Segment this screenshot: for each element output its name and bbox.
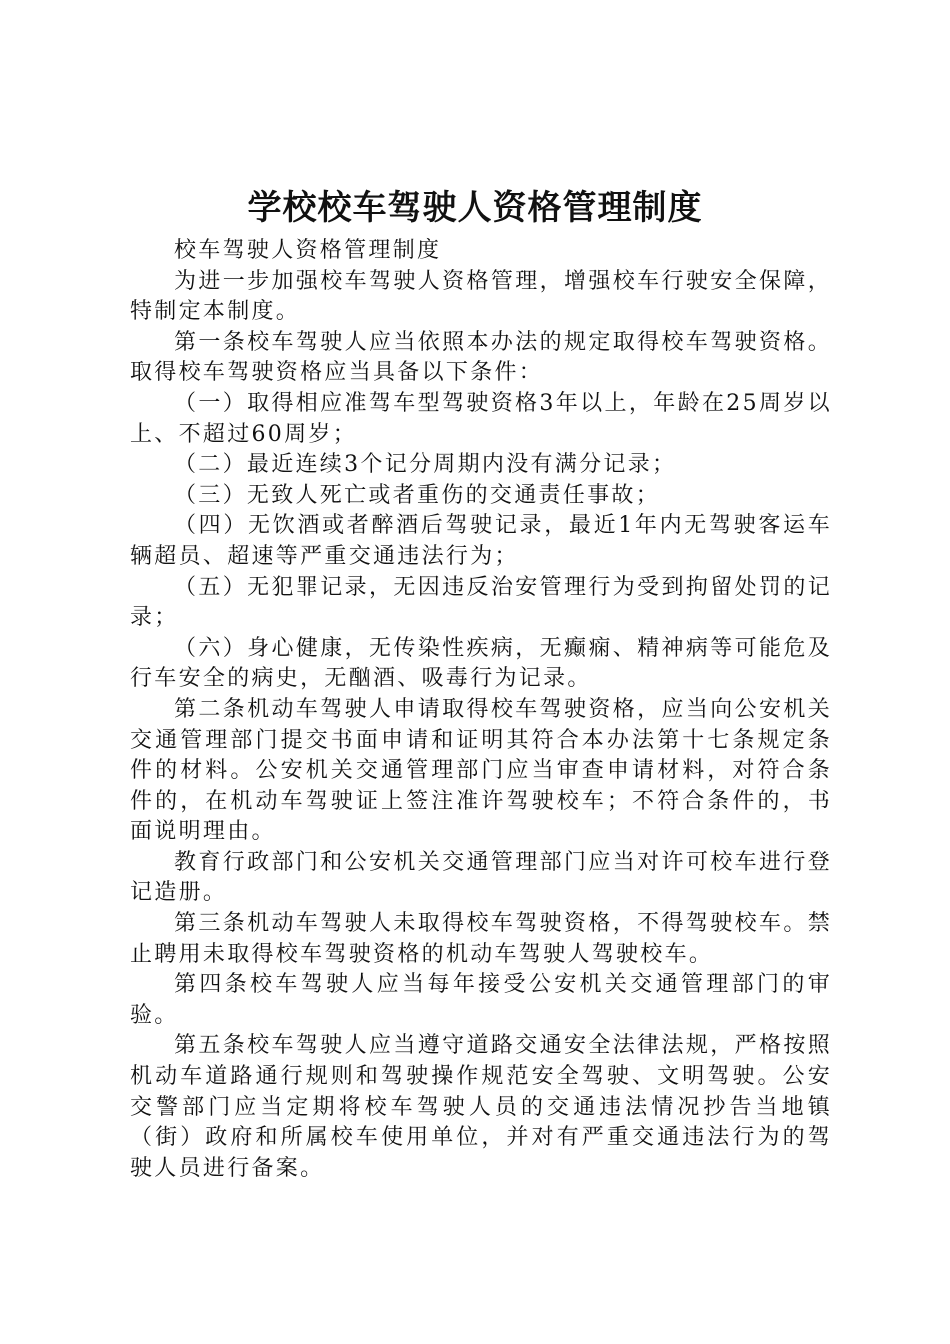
- paragraph-condition-4: （四）无饮酒或者醉酒后驾驶记录，最近1年内无驾驶客运车辆超员、超速等严重交通违法行为；: [130, 513, 832, 569]
- paragraph-condition-1: （一）取得相应准驾车型驾驶资格3年以上，年龄在25周岁以上、不超过60周岁；: [130, 390, 832, 447]
- paragraph-article-5: 第五条校车驾驶人应当遵守道路交通安全法律法规，严格按照机动车道路通行规则和驾驶操作规范安全驾驶、文明驾驶。公安交警部门应当定期将校车驾驶人员的交通违法情况抄告当地镇（街）政府和所属校车使用单位，并对有严重交通违法行为的驾驶人员进行备案。: [130, 1033, 832, 1181]
- paragraph-condition-2: （二）最近连续3个记分周期内没有满分记录；: [174, 452, 677, 478]
- document-title: 学校校车驾驶人资格管理制度: [247, 188, 703, 228]
- paragraph-article-4: 第四条校车驾驶人应当每年接受公安机关交通管理部门的审验。: [130, 972, 832, 1028]
- paragraph-article-1: 第一条校车驾驶人应当依照本办法的规定取得校车驾驶资格。取得校车驾驶资格应当具备以下条件：: [130, 329, 832, 386]
- document-body: [130, 236, 832, 1184]
- paragraph-subtitle: 校车驾驶人资格管理制度: [174, 238, 442, 263]
- paragraph-intro: 为进一步加强校车驾驶人资格管理，增强校车行驶安全保障，特制定本制度。: [130, 268, 832, 325]
- paragraph-article-2: 第二条机动车驾驶人申请取得校车驾驶资格，应当向公安机关交通管理部门提交书面申请和证明其符合本办法第十七条规定条件的材料。公安机关交通管理部门应当审查申请材料，对符合条件的，在机动车驾驶证上签注准许驾驶校车；不符合条件的，书面说明理由。: [130, 696, 832, 845]
- paragraph-registration: 教育行政部门和公安机关交通管理部门应当对许可校车进行登记造册。: [130, 849, 832, 906]
- paragraph-condition-5: （五）无犯罪记录，无因违反治安管理行为受到拘留处罚的记录；: [130, 574, 832, 631]
- paragraph-article-3: 第三条机动车驾驶人未取得校车驾驶资格，不得驾驶校车。禁止聘用未取得校车驾驶资格的机动车驾驶人驾驶校车。: [130, 911, 832, 967]
- paragraph-condition-6: （六）身心健康，无传染性疾病，无癫痫、精神病等可能危及行车安全的病史，无酗酒、吸毒行为记录。: [130, 635, 832, 692]
- paragraph-condition-3: （三）无致人死亡或者重伤的交通责任事故；: [174, 482, 661, 508]
